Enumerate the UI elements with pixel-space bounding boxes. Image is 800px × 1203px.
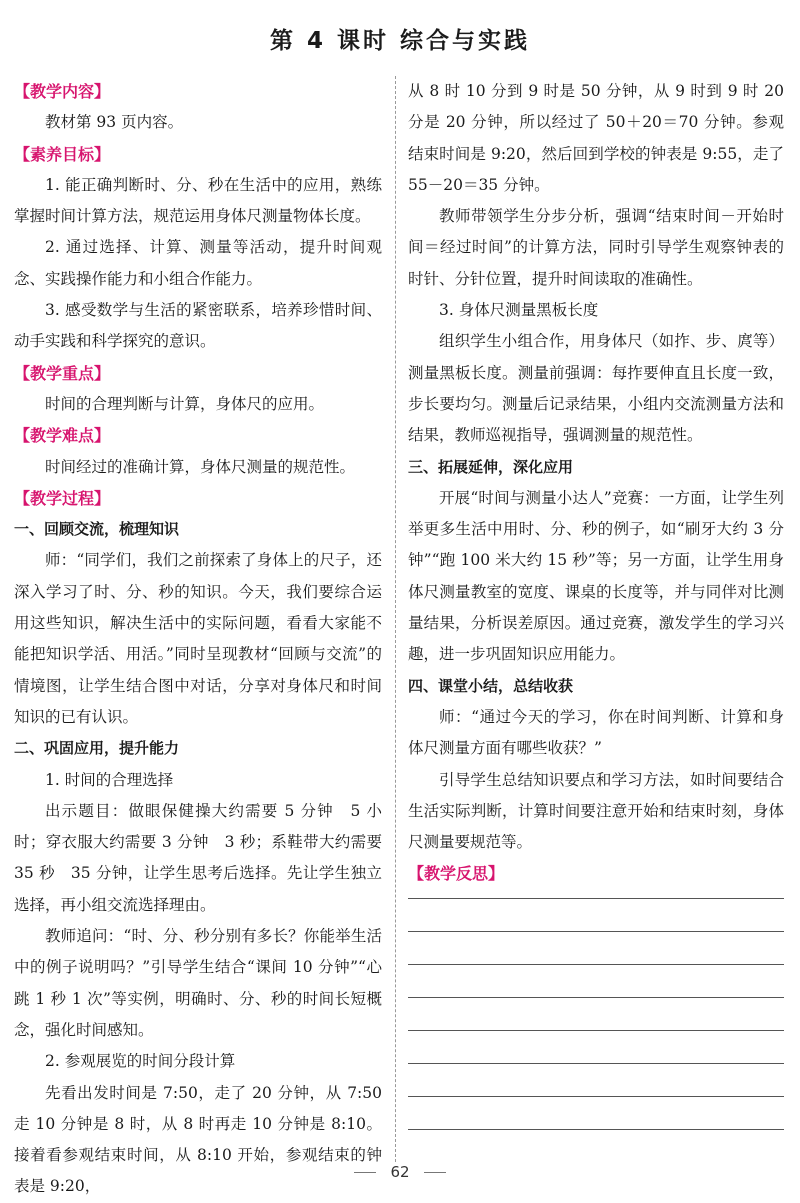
section-2-item-3: 3. 身体尺测量黑板长度: [439, 301, 599, 320]
section-1-paragraph: 师：“同学们，我们之前探索了身体上的尺子，还深入学习了时、分、秒的知识。今天，我们要综合运用这些知识，解决生活中的实际问题，看看大家能不能把知识学活、用活。”同时呈现教材“回顾与交流”的情境图，让学生结合图中对话，分享对身体尺和时间知识的已有认识。: [14, 551, 382, 726]
page-title: 第 4 课时 综合与实践: [269, 28, 531, 54]
heading-teaching-content: 【教学内容】: [14, 82, 111, 101]
writing-line: [408, 1096, 784, 1097]
section-2-paragraph-3: 先看出发时间是 7:50，走了 20 分钟，从 7:50 走 10 分钟是 8 时，从 8 时再走 10 分钟是 8:10。接着看参观结束时间，从 8:10 开始，参观结束的钟表是 9:20，: [14, 1083, 382, 1196]
goal-2: 2. 通过选择、计算、测量等活动，提升时间观念、实践操作能力和小组合作能力。: [14, 238, 382, 288]
section-2-item-2: 2. 参观展览的时间分段计算: [45, 1052, 236, 1071]
page-footer: [0, 1163, 800, 1181]
goal-1: 1. 能正确判断时、分、秒在生活中的应用，熟练掌握时间计算方法，规范运用身体尺测量物体长度。: [14, 175, 382, 226]
section-4-paragraph-2: 引导学生总结知识要点和学习方法，如时间要结合生活实际判断，计算时间要注意开始和结束时刻，身体尺测量要规范等。: [408, 770, 784, 852]
section-2-title: 二、巩固应用，提升能力: [14, 739, 180, 758]
heading-key-points: 【教学重点】: [14, 363, 111, 383]
writing-line: [408, 964, 784, 965]
footer-dash-right: [424, 1172, 446, 1173]
heading-literacy-goals: 【素养目标】: [14, 144, 111, 164]
writing-line: [408, 931, 784, 932]
difficulties-text: 时间经过的准确计算，身体尺测量的规范性。: [45, 457, 356, 476]
heading-teaching-process: 【教学过程】: [14, 488, 111, 508]
section-4-paragraph-1: 师：“通过今天的学习，你在时间判断、计算和身体尺测量方面有哪些收获？”: [408, 707, 784, 758]
heading-difficulties: 【教学难点】: [14, 426, 111, 446]
section-4-title: 四、课堂小结，总结收获: [408, 676, 574, 695]
section-2-item-1: 1. 时间的合理选择: [45, 770, 174, 789]
teaching-content-text: 教材第 93 页内容。: [45, 113, 184, 132]
measurement-paragraph: 组织学生小组合作，用身体尺（如拃、步、庹等）测量黑板长度。测量前强调：每拃要伸直且长度一致，步长要均匀。测量后记录结果，小组内交流测量方法和结果，教师巡视指导，强调测量的规范性。: [408, 332, 784, 445]
writing-line: [408, 1129, 784, 1130]
heading-teaching-reflection: 【教学反思】: [408, 864, 505, 884]
right-column: [408, 76, 784, 1162]
left-column: [14, 76, 382, 1203]
writing-line: [408, 997, 784, 998]
section-3-title: 三、拓展延伸，深化应用: [408, 457, 574, 476]
writing-line: [408, 1030, 784, 1031]
section-3-paragraph: 开展“时间与测量小达人”竞赛：一方面，让学生列举更多生活中用时、分、秒的例子，如“刷牙大约 3 分钟”“跑 100 米大约 15 秒”等；另一方面，让学生用身体尺测量教室的宽度、课桌的长度等，并与同伴对比测量结果，分析误差原因。通过竞赛，激发学生的学习兴趣，进一步巩固知识应用能力。: [408, 488, 784, 664]
writing-line: [408, 898, 784, 899]
reflection-writing-lines: [408, 898, 784, 1130]
section-1-title: 一、回顾交流，梳理知识: [14, 520, 180, 539]
section-2-paragraph-2: 教师追问：“时、分、秒分别有多长？你能举生活中的例子说明吗？”引导学生结合“课间 10 分钟”“心跳 1 秒 1 次”等实例，明确时、分、秒的时间长短概念，强化时间感知。: [14, 927, 382, 1039]
section-2-paragraph-1: 出示题目：做眼保健操大约需要 5 分钟 5 小时；穿衣服大约需要 3 分钟 3 秒；系鞋带大约需要 35 秒 35 分钟，让学生思考后选择。先让学生独立选择，再小组交流选择理由。: [14, 801, 382, 914]
teacher-guidance-paragraph: 教师带领学生分步分析，强调“结束时间－开始时间＝经过时间”的计算方法，同时引导学生观察钟表的时针、分针位置，提升时间读取的准确性。: [408, 207, 784, 288]
key-points-text: 时间的合理判断与计算，身体尺的应用。: [45, 394, 325, 413]
footer-dash-left: [354, 1172, 376, 1173]
page-number: 62: [390, 1163, 410, 1181]
writing-line: [408, 1063, 784, 1064]
goal-3: 3. 感受数学与生活的紧密联系，培养珍惜时间、动手实践和科学探究的意识。: [14, 301, 382, 351]
column-divider: [395, 76, 396, 1162]
section-2-paragraph-3-continued: 从 8 时 10 分到 9 时是 50 分钟，从 9 时到 9 时 20 分是 20 分钟，所以经过了 50＋20＝70 分钟。参观结束时间是 9:20，然后回到学校的钟表是 9:55，走了 55－20＝35 分钟。: [408, 82, 784, 194]
